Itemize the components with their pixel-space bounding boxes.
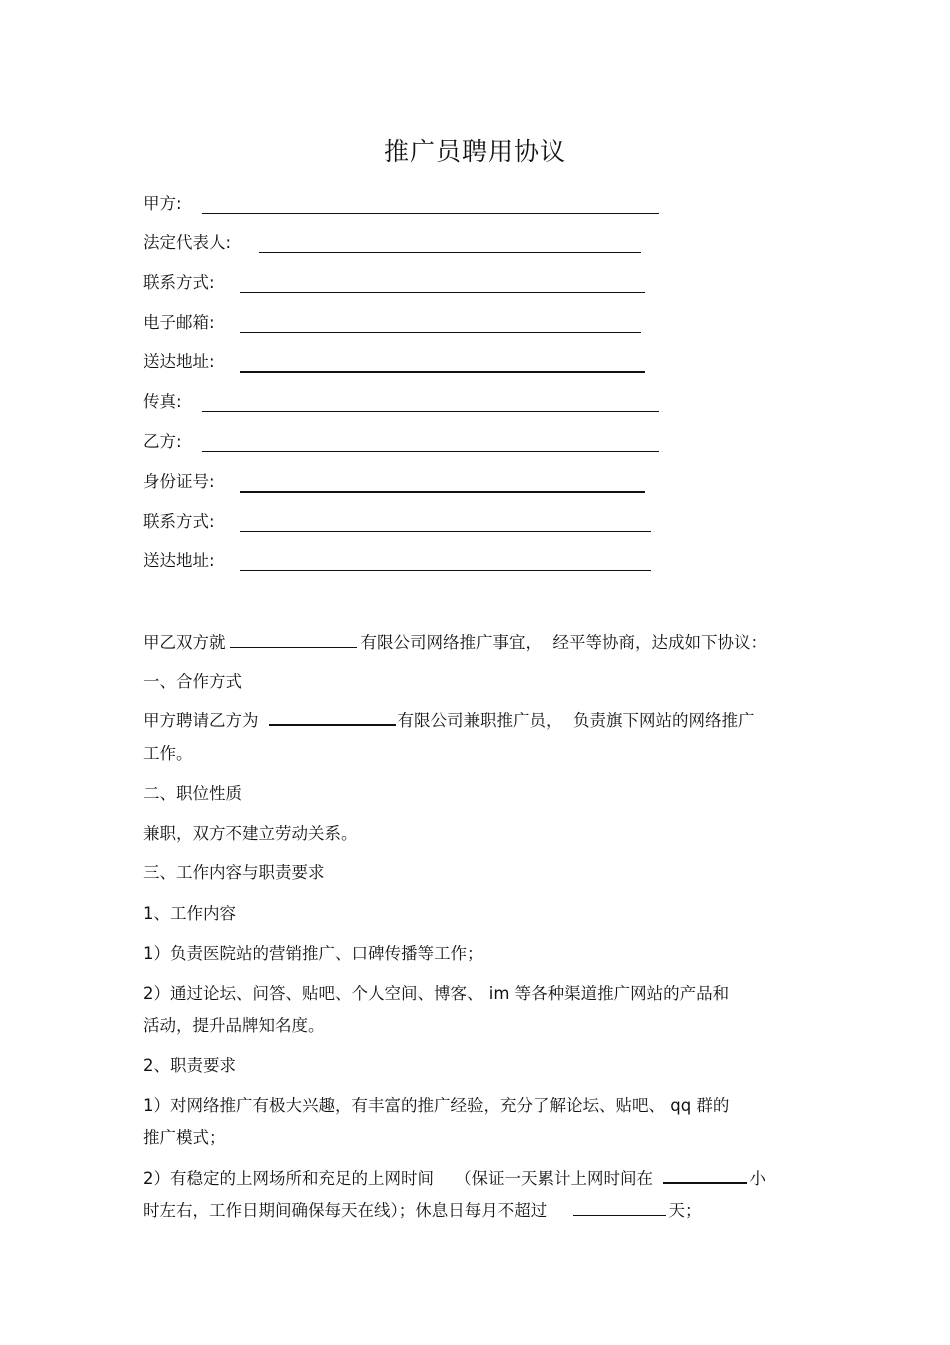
intro-paragraph: 甲乙双方就 有限公司网络推广事宜， 经平等协商，达成如下协议： [143, 627, 808, 659]
fill-in-line [240, 292, 645, 293]
list-item-continued: 推广模式； [143, 1128, 226, 1147]
section-heading: 一、合作方式 [143, 672, 242, 691]
fill-in-line [230, 629, 357, 648]
field-label: 身份证号: [143, 472, 215, 491]
fill-in-line [202, 411, 659, 412]
field-label: 法定代表人: [143, 233, 232, 252]
field-label: 甲方: [143, 194, 182, 213]
list-item: 2）通过论坛、问答、贴吧、个人空间、博客、 im 等各种渠道推广网站的产品和 [143, 984, 730, 1003]
fill-in-line [240, 531, 651, 532]
fill-in-line [202, 213, 659, 214]
subsection-heading: 2、职责要求 [143, 1056, 236, 1075]
list-item-continued: 时左右，工作日期间确保每天在线）；休息日每月不超过 天； [143, 1195, 808, 1227]
list-item-continued: 活动，提升品牌知名度。 [143, 1016, 325, 1035]
field-label: 传真: [143, 392, 182, 411]
section-heading: 三、工作内容与职责要求 [143, 863, 325, 882]
subsection-heading: 1、工作内容 [143, 904, 236, 923]
list-item: 2）有稳定的上网场所和充足的上网时间 （保证一天累计上网时间在 小 [143, 1163, 808, 1195]
section2-paragraph: 兼职，双方不建立劳动关系。 [143, 824, 358, 843]
list-item: 1）负责医院站的营销推广、口碑传播等工作； [143, 944, 484, 963]
list-item: 1）对网络推广有极大兴趣，有丰富的推广经验，充分了解论坛、贴吧、 qq 群的 [143, 1096, 730, 1115]
fill-in-line [259, 252, 641, 253]
fill-in-line [573, 1197, 666, 1216]
field-label: 联系方式: [143, 512, 215, 531]
field-label: 电子邮箱: [143, 313, 215, 332]
fill-in-line [240, 371, 645, 373]
field-label: 联系方式: [143, 273, 215, 292]
field-label: 送达地址: [143, 352, 215, 371]
section-heading: 二、职位性质 [143, 784, 242, 803]
field-label: 送达地址: [143, 551, 215, 570]
fill-in-line [663, 1164, 747, 1184]
document-title: 推广员聘用协议 [383, 137, 566, 166]
fill-in-line [269, 706, 396, 726]
fill-in-line [240, 570, 651, 571]
section1-paragraph-continued: 工作。 [143, 744, 193, 763]
fill-in-line [240, 332, 641, 333]
fill-in-line [202, 451, 659, 452]
section1-paragraph: 甲方聘请乙方为 有限公司兼职推广员， 负责旗下网站的网络推广 [143, 705, 808, 737]
field-label: 乙方: [143, 432, 182, 451]
fill-in-line [240, 491, 645, 493]
